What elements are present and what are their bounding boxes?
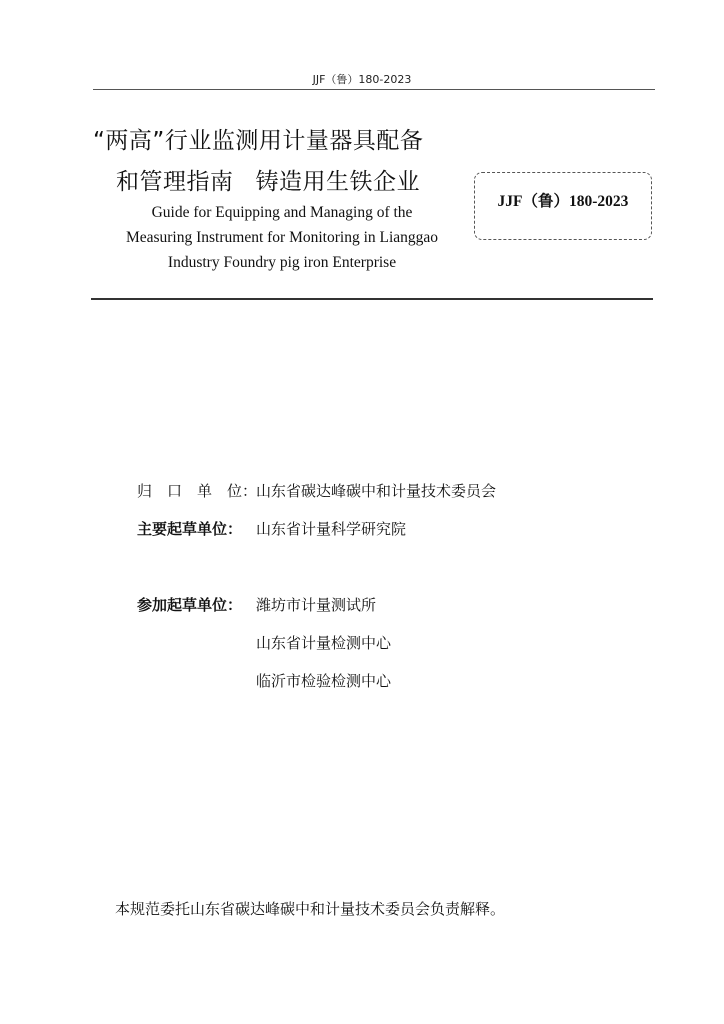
main-drafter-value: 山东省计量科学研究院 <box>256 520 407 538</box>
participant-row <box>256 670 391 691</box>
responsible-unit-value: 山东省碳达峰碳中和计量技术委员会 <box>256 482 497 500</box>
participant-row <box>256 632 391 653</box>
title-en-line-2: Measuring Instrument for Monitoring in Lianggao <box>125 229 439 246</box>
interpretation-note: 本规范委托山东省碳达峰碳中和计量技术委员会负责解释。 <box>115 900 506 918</box>
header-divider <box>93 89 655 90</box>
standard-code: JJF（鲁）180-2023 <box>497 193 629 210</box>
participant-item: 潍坊市计量测试所 <box>256 596 377 614</box>
participant-item: 临沂市检验检测中心 <box>256 672 392 690</box>
title-en-line-1: Guide for Equipping and Managing of the <box>151 204 413 221</box>
participants-label: 参加起草单位： <box>137 596 243 614</box>
main-drafter-label: 主要起草单位： <box>137 520 243 538</box>
standard-code-box <box>474 172 652 240</box>
title-en <box>93 200 471 275</box>
participant-item: 山东省计量检测中心 <box>256 634 392 652</box>
title-cn-line-2-part-1: 和管理指南 <box>116 169 234 195</box>
title-cn-line-2 <box>116 163 420 196</box>
header-standard-code: JJF（鲁）180-2023 <box>312 73 412 86</box>
responsible-unit-label: 归 口 单 位： <box>137 482 258 500</box>
title-divider <box>91 298 653 300</box>
title-cn-line-1: “两高”行业监测用计量器具配备 <box>93 128 424 154</box>
responsible-unit-row <box>137 480 496 501</box>
main-drafter-row <box>137 518 406 539</box>
participant-row <box>137 594 376 615</box>
title-en-line-3: Industry Foundry pig iron Enterprise <box>167 254 397 271</box>
title-cn-line-2-part-2: 铸造用生铁企业 <box>255 169 420 195</box>
